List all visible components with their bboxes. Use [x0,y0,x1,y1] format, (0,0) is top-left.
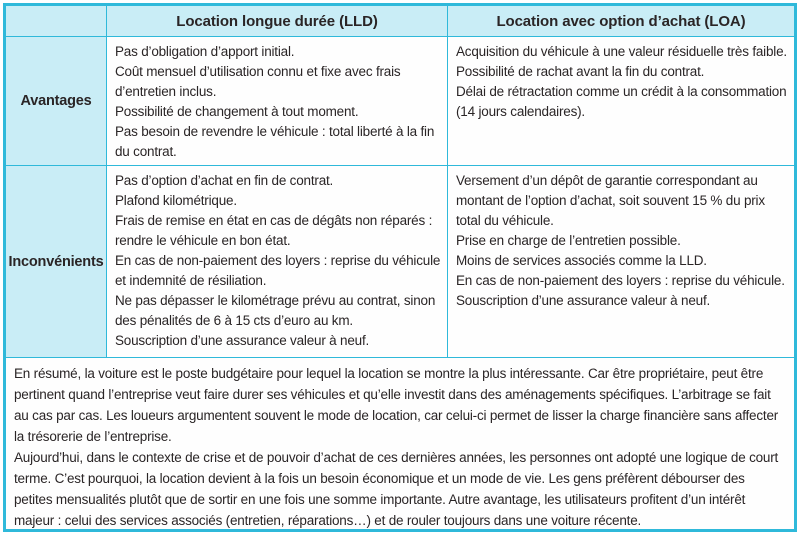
inconvenients-lld-cell [107,166,448,358]
inconvenients-loa-item: Souscription d’une assurance valeur à neuf. [456,293,711,308]
avantages-lld-item: Pas besoin de revendre le véhicule : total liberté à la fin du contrat. [115,124,435,159]
avantages-lld-cell [107,37,448,166]
row-label-avantages: Avantages [6,37,107,166]
comparison-table [3,3,797,532]
summary-paragraph: Aujourd’hui, dans le contexte de crise et de pouvoir d’achat de ces dernières années, les personnes ont adopté une logique de court terme. C’est pourquoi, la location devient à la fois un besoin économique et un mode de vie. Les gens préfèrent débourser des petites mensualités plutôt que de sortir en une fois une somme importante. Autre avantage, les utilisateurs profitent d’un intérêt majeur : celui des services associés (entretien, réparations…) et de rouler toujours dans une voiture récente. [14,450,779,528]
avantages-lld-item: Coût mensuel d’utilisation connu et fixe avec frais d’entretien inclus. [115,64,401,99]
summary-paragraph: En résumé, la voiture est le poste budgétaire pour lequel la location se montre la plus intéressante. Car être propriétaire, peut être pertinent quand l’entreprise veut faire durer ses véhicules et qu’elle investit dans des aménagements spécifiques. L’arbitrage se fait au cas par cas. Les loueurs argumentent souvent le mode de location, car celui-ci permet de lisser la charge financière sans affecter la trésorerie de l’entreprise. [14,366,779,444]
inconvenients-loa-item: Versement d’un dépôt de garantie correspondant au montant de l’option d’achat, soit souvent 15 % du prix total du véhicule. [456,173,765,228]
inconvenients-lld-item: Plafond kilométrique. [115,193,237,208]
inconvenients-lld-item: En cas de non-paiement des loyers : reprise du véhicule et indemnité de résiliation. [115,253,441,288]
row-label-inconvenients: Inconvénients [6,166,107,358]
avantages-lld-item: Possibilité de changement à tout moment. [115,104,359,119]
header-loa: Location avec option d’achat (LOA) [448,6,794,37]
inconvenients-lld-item: Frais de remise en état en cas de dégâts non réparés : rendre le véhicule en bon état. [115,213,433,248]
avantages-loa-item: Possibilité de rachat avant la fin du contrat. [456,64,705,79]
avantages-lld-item: Pas d’obligation d’apport initial. [115,44,295,59]
avantages-loa-item: Délai de rétractation comme un crédit à la consommation (14 jours calendaires). [456,84,787,119]
inconvenients-lld-item: Souscription d’une assurance valeur à neuf. [115,333,370,348]
header-corner-cell [6,6,107,37]
avantages-loa-cell [448,37,794,166]
header-lld: Location longue durée (LLD) [107,6,448,37]
inconvenients-lld-item: Pas d’option d’achat en fin de contrat. [115,173,334,188]
inconvenients-loa-item: Prise en charge de l’entretien possible. [456,233,681,248]
inconvenients-loa-item: En cas de non-paiement des loyers : reprise du véhicule. [456,273,785,288]
avantages-loa-item: Acquisition du véhicule à une valeur résiduelle très faible. [456,44,787,59]
inconvenients-loa-item: Moins de services associés comme la LLD. [456,253,707,268]
inconvenients-lld-item: Ne pas dépasser le kilométrage prévu au contrat, sinon des pénalités de 6 à 15 cts d’euro au km. [115,293,436,328]
inconvenients-loa-cell [448,166,794,358]
table-grid [6,6,794,358]
summary-section [6,358,794,529]
